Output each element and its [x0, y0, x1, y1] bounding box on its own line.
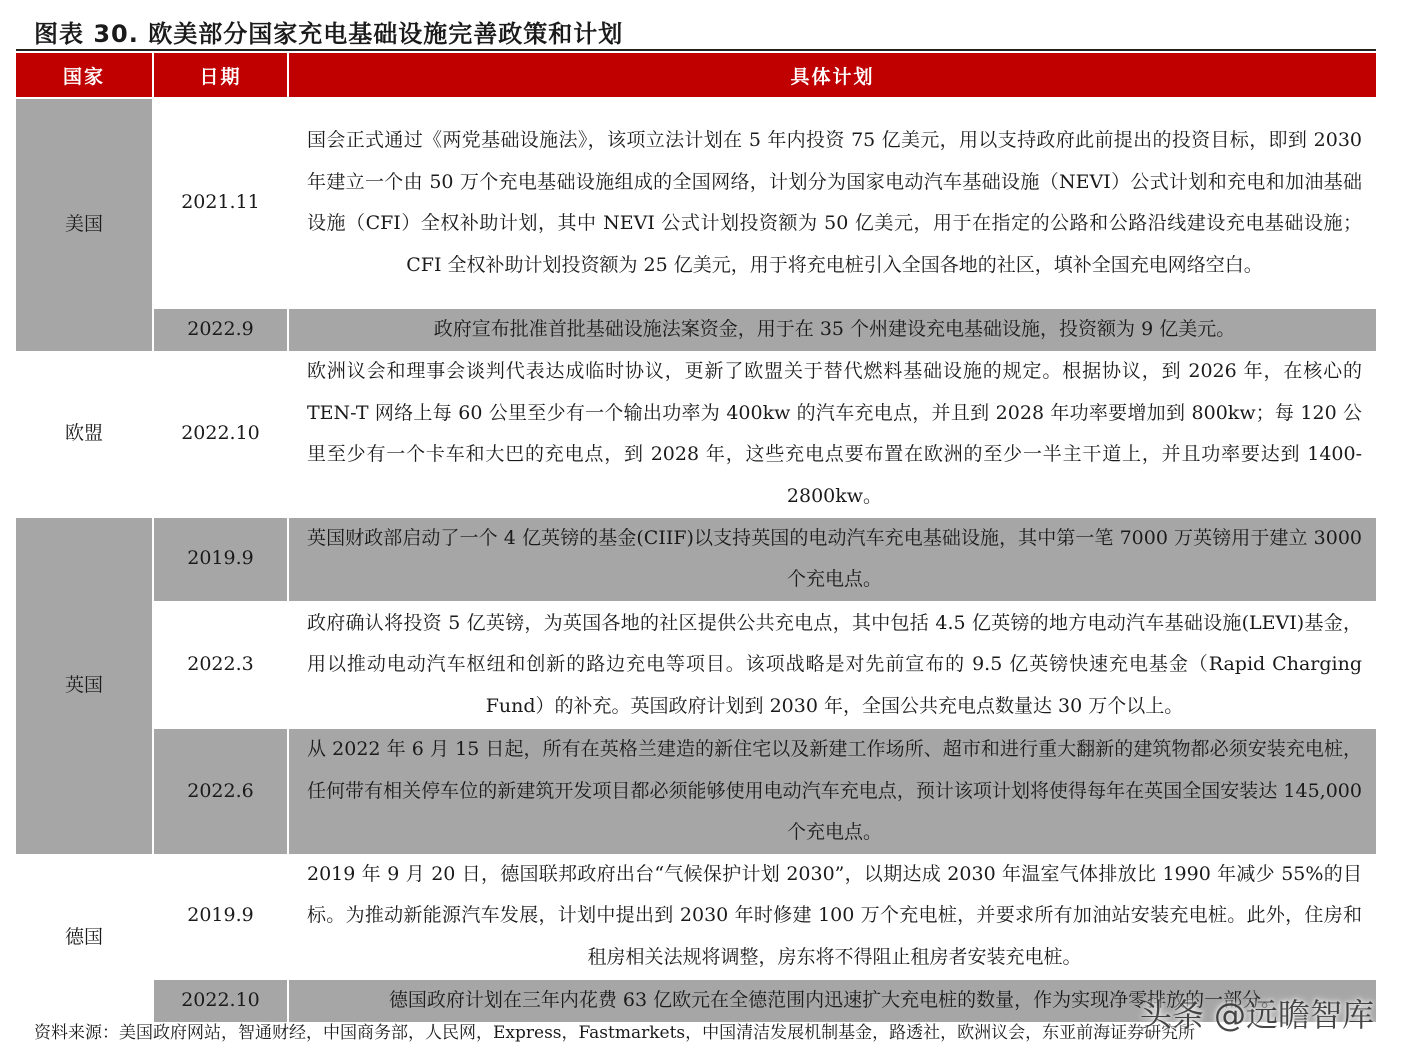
watermark: 头条 @远瞻智库	[1139, 996, 1374, 1034]
header-date: 日期	[152, 53, 287, 97]
plan-cell: 欧洲议会和理事会谈判代表达成临时协议，更新了欧盟关于替代燃料基础设施的规定。根据协议，到 2026 年，在核心的 TEN-T 网络上每 60 公里至少有一个输出功率为 400kw 的汽车充电点，并且到 2028 年功率要增加到 800kw；每 120 公里至少有一个卡车和大巴的充电点，到 2028 年，这些充电点要布置在欧洲的至少一半主干道上，并且功率要达到 1400-2800kw。	[287, 351, 1376, 518]
country-cell-de: 德国	[16, 854, 152, 1022]
table-row	[16, 518, 1376, 601]
country-cell-us: 美国	[16, 97, 152, 351]
plan-cell: 政府宣布批准首批基础设施法案资金，用于在 35 个州建设充电基础设施，投资额为 9 亿美元。	[287, 307, 1376, 351]
date-cell: 2021.11	[152, 97, 287, 307]
date-cell: 2022.10	[152, 351, 287, 518]
plan-cell: 政府确认将投资 5 亿英镑，为英国各地的社区提供公共充电点，其中包括 4.5 亿英镑的地方电动汽车基础设施(LEVI)基金，用以推动电动汽车枢纽和创新的路边充电等项目。该项战略是对先前宣布的 9.5 亿英镑快速充电基金（Rapid Charging Fund）的补充。英国政府计划到 2030 年，全国公共充电点数量达 30 万个以上。	[287, 601, 1376, 728]
plan-cell: 国会正式通过《两党基础设施法》，该项立法计划在 5 年内投资 75 亿美元，用以支持政府此前提出的投资目标，即到 2030 年建立一个由 50 万个充电基础设施组成的全国网络，计划分为国家电动汽车基础设施（NEVI）公式计划和充电和加油基础设施（CFI）全权补助计划，其中 NEVI 公式计划投资额为 50 亿美元，用于在指定的公路和公路沿线建设充电基础设施；CFI 全权补助计划投资额为 25 亿美元，用于将充电桩引入全国各地的社区，填补全国充电网络空白。	[287, 97, 1376, 307]
date-cell: 2022.6	[152, 727, 287, 854]
plan-cell: 2019 年 9 月 20 日，德国联邦政府出台“气候保护计划 2030”，以期达成 2030 年温室气体排放比 1990 年减少 55%的目标。为推动新能源汽车发展，计划中提出到 2030 年时修建 100 万个充电桩，并要求所有加油站安装充电桩。此外，住房和租房相关法规将调整，房东将不得阻止租房者安装充电桩。	[287, 854, 1376, 979]
date-cell: 2022.10	[152, 978, 287, 1022]
plan-cell: 英国财政部启动了一个 4 亿英镑的基金(CIIF)以支持英国的电动汽车充电基础设施，其中第一笔 7000 万英镑用于建立 3000 个充电点。	[287, 518, 1376, 601]
header-plan: 具体计划	[287, 53, 1376, 97]
country-cell-eu: 欧盟	[16, 351, 152, 518]
table-row	[16, 351, 1376, 518]
source-note: 资料来源：美国政府网站，智通财经，中国商务部，人民网，Express，Fastmarkets，中国清洁发展机制基金，路透社，欧洲议会，东亚前海证券研究所	[34, 1023, 1196, 1043]
date-cell: 2019.9	[152, 854, 287, 979]
header-country: 国家	[16, 53, 152, 97]
date-cell: 2022.9	[152, 307, 287, 351]
table-row	[16, 97, 1376, 307]
policy-table	[16, 53, 1376, 1022]
title-divider	[16, 49, 1376, 51]
date-cell: 2019.9	[152, 518, 287, 601]
page-title: 图表 30. 欧美部分国家充电基础设施完善政策和计划	[34, 20, 624, 48]
table-row	[16, 307, 1376, 351]
table-header-row	[16, 53, 1376, 97]
table-row	[16, 727, 1376, 854]
country-cell-uk: 英国	[16, 518, 152, 854]
plan-cell: 从 2022 年 6 月 15 日起，所有在英格兰建造的新住宅以及新建工作场所、超市和进行重大翻新的建筑物都必须安装充电桩，任何带有相关停车位的新建筑开发项目都必须能够使用电动汽车充电点，预计该项计划将使得每年在英国全国安装达 145,000 个充电点。	[287, 727, 1376, 854]
date-cell: 2022.3	[152, 601, 287, 728]
plan-cell: 德国政府计划在三年内花费 63 亿欧元在全德范围内迅速扩大充电桩的数量，作为实现净零排放的一部分。	[287, 978, 1376, 1022]
table-row	[16, 601, 1376, 728]
table-row	[16, 854, 1376, 979]
